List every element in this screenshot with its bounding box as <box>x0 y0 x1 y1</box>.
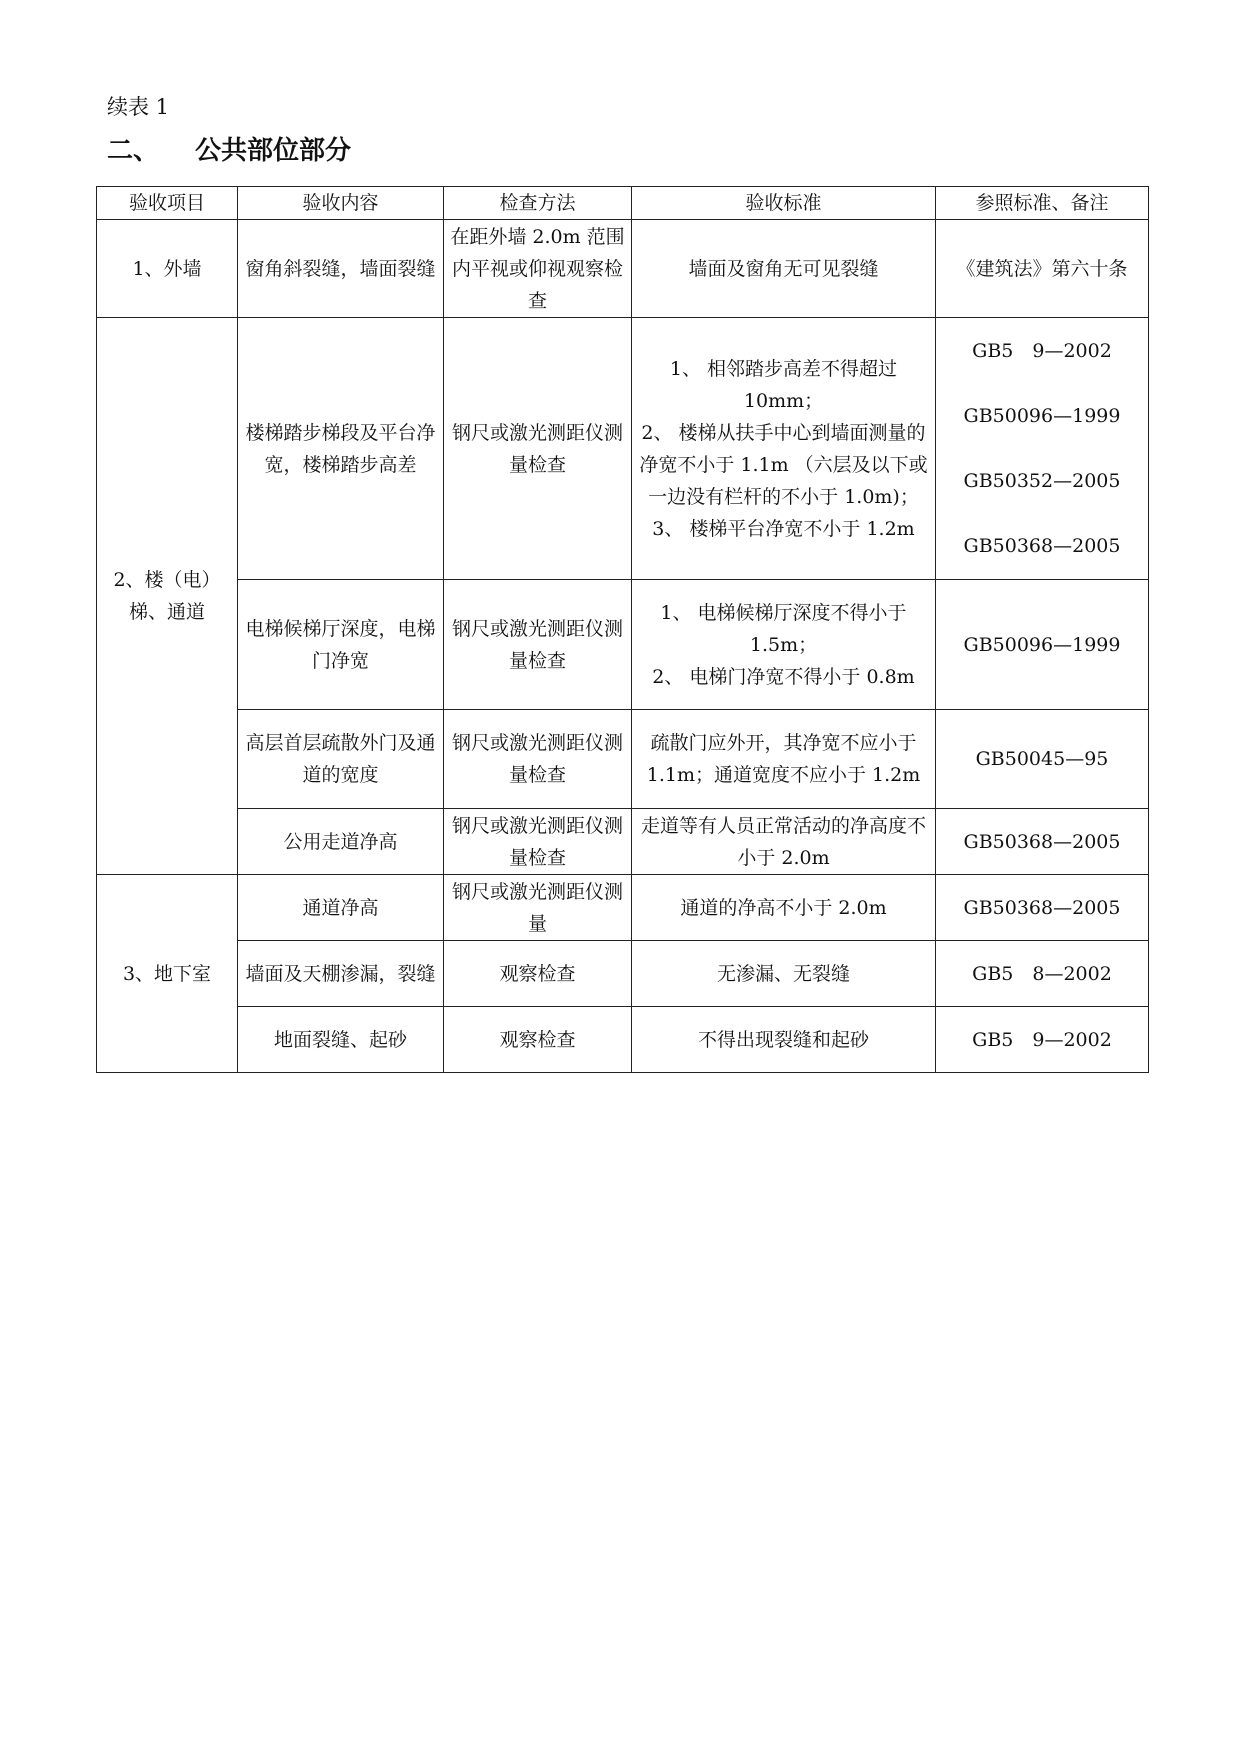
item-cell: 2、楼（电）梯、通道 <box>97 318 238 875</box>
standard-list-item: 1、 相邻踏步高差不得超过 10mm； <box>669 357 898 412</box>
table-header-row <box>97 187 1149 220</box>
table-row <box>97 318 1149 580</box>
reference-cell: GB50096—1999 <box>936 580 1149 710</box>
header-cell: 验收项目 <box>97 187 238 220</box>
section-heading <box>107 134 351 168</box>
section-number: 二、 <box>107 136 160 166</box>
standard-cell <box>632 318 936 580</box>
standard-cell: 不得出现裂缝和起砂 <box>632 1007 936 1073</box>
content-cell: 地面裂缝、起砂 <box>238 1007 444 1073</box>
standard-cell <box>632 580 936 710</box>
table-row <box>97 941 1149 1007</box>
table-row <box>97 580 1149 710</box>
header-cell: 验收内容 <box>238 187 444 220</box>
content-cell: 高层首层疏散外门及通道的宽度 <box>238 710 444 809</box>
method-cell: 钢尺或激光测距仪测量检查 <box>444 710 632 809</box>
standard-list-item: 1、 电梯候梯厅深度不得小于 1.5m； <box>660 601 907 656</box>
table-row <box>97 809 1149 875</box>
reference-cell: GB50368—2005 <box>936 809 1149 875</box>
method-cell: 钢尺或激光测距仪测量检查 <box>444 580 632 710</box>
method-cell: 钢尺或激光测距仪测量检查 <box>444 809 632 875</box>
standard-list-item: 2、 楼梯从扶手中心到墙面测量的净宽不小于 1.1m （六层及以下或一边没有栏杆的不小于 1.0m)； <box>639 421 928 508</box>
header-cell: 验收标准 <box>632 187 936 220</box>
method-cell: 钢尺或激光测距仪测量检查 <box>444 318 632 580</box>
header-cell: 参照标准、备注 <box>936 187 1149 220</box>
standard-list-item: 2、 电梯门净宽不得小于 0.8m <box>652 665 915 688</box>
standard-cell: 疏散门应外开，其净宽不应小于 1.1m；通道宽度不应小于 1.2m <box>632 710 936 809</box>
standard-cell: 墙面及窗角无可见裂缝 <box>632 220 936 318</box>
section-title: 公共部位部分 <box>195 136 352 166</box>
method-cell: 钢尺或激光测距仪测量 <box>444 875 632 941</box>
method-cell: 观察检查 <box>444 941 632 1007</box>
content-cell: 电梯候梯厅深度，电梯门净宽 <box>238 580 444 710</box>
method-cell: 在距外墙 2.0m 范围内平视或仰视观察检查 <box>444 220 632 318</box>
reference-cell: GB50045—95 <box>936 710 1149 809</box>
content-cell: 通道净高 <box>238 875 444 941</box>
table-caption: 续表 1 <box>107 95 170 119</box>
reference-cell <box>936 318 1149 580</box>
table-row <box>97 875 1149 941</box>
item-cell: 3、地下室 <box>97 875 238 1073</box>
standard-list-item: 3、 楼梯平台净宽不小于 1.2m <box>652 517 915 540</box>
standard-cell: 无渗漏、无裂缝 <box>632 941 936 1007</box>
table-row <box>97 220 1149 318</box>
content-cell: 窗角斜裂缝，墙面裂缝 <box>238 220 444 318</box>
reference-line: GB5 9—2002 <box>972 340 1112 362</box>
content-cell: 墙面及天棚渗漏，裂缝 <box>238 941 444 1007</box>
item-cell: 1、外墙 <box>97 220 238 318</box>
reference-cell: GB50368—2005 <box>936 875 1149 941</box>
reference-line: GB50368—2005 <box>963 535 1121 557</box>
standard-cell: 走道等有人员正常活动的净高度不小于 2.0m <box>632 809 936 875</box>
content-cell: 楼梯踏步梯段及平台净宽，楼梯踏步高差 <box>238 318 444 580</box>
table-row <box>97 1007 1149 1073</box>
reference-cell: GB5 8—2002 <box>936 941 1149 1007</box>
content-cell: 公用走道净高 <box>238 809 444 875</box>
reference-line: GB50096—1999 <box>963 405 1121 427</box>
method-cell: 观察检查 <box>444 1007 632 1073</box>
reference-line: GB50352—2005 <box>963 470 1121 492</box>
acceptance-table <box>96 186 1149 1073</box>
table-row <box>97 710 1149 809</box>
reference-cell: GB5 9—2002 <box>936 1007 1149 1073</box>
standard-cell: 通道的净高不小于 2.0m <box>632 875 936 941</box>
reference-cell: 《建筑法》第六十条 <box>936 220 1149 318</box>
header-cell: 检查方法 <box>444 187 632 220</box>
